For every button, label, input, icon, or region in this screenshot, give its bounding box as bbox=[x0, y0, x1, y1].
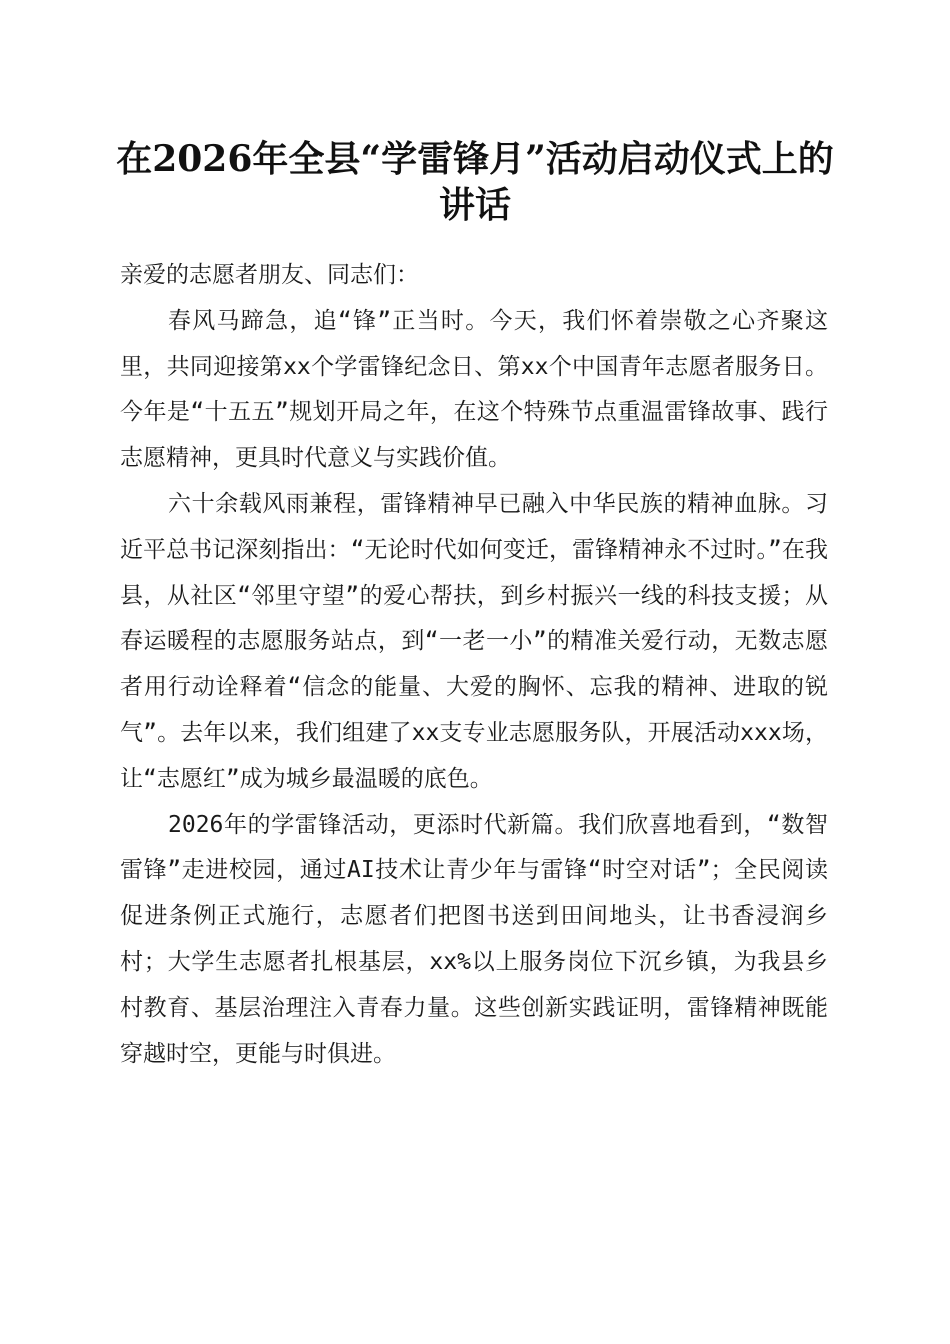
document-body bbox=[120, 253, 828, 1077]
paragraph-1: 春风马蹄急，追“锋”正当时。今天，我们怀着崇敬之心齐聚这里，共同迎接第xx个学雷锋纪念日、第xx个中国青年志愿者服务日。今年是“十五五”规划开局之年，在这个特殊节点重温雷锋故事、践行志愿精神，更具时代意义与实践价值。 bbox=[120, 307, 828, 472]
paragraph-2: 六十余载风雨兼程，雷锋精神早已融入中华民族的精神血脉。习近平总书记深刻指出：“无论时代如何变迁，雷锋精神永不过时。”在我县，从社区“邻里守望”的爱心帮扶，到乡村振兴一线的科技支援；从春运暖程的志愿服务站点，到“一老一小”的精准关爱行动，无数志愿者用行动诠释着“信念的能量、大爱的胸怀、忘我的精神、进取的锐气”。去年以来，我们组建了xx支专业志愿服务队，开展活动xxx场，让“志愿红”成为城乡最温暖的底色。 bbox=[120, 490, 828, 792]
paragraph-3: 2026年的学雷锋活动，更添时代新篇。我们欣喜地看到，“数智雷锋”走进校园，通过AI技术让青少年与雷锋“时空对话”；全民阅读促进条例正式施行，志愿者们把图书送到田间地头，让书香浸润乡村；大学生志愿者扎根基层，xx%以上服务岗位下沉乡镇，为我县乡村教育、基层治理注入青春力量。这些创新实践证明，雷锋精神既能穿越时空，更能与时俱进。 bbox=[120, 811, 828, 1067]
salutation: 亲爱的志愿者朋友、同志们： bbox=[120, 262, 419, 288]
document-title: 在2026年全县“学雷锋月”活动启动仪式上的讲话 bbox=[116, 138, 834, 226]
